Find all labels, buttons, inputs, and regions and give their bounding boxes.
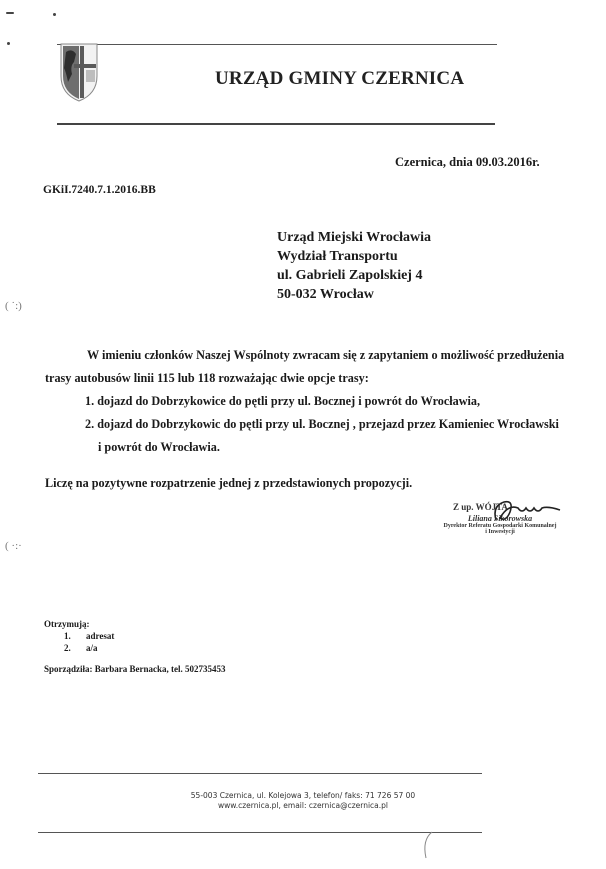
distribution-item-text: adresat [86,631,115,641]
route-option-continuation: i powrót do Wrocławia. [98,440,220,454]
recipient-line: Wydział Transportu [277,249,398,264]
letterhead-top-rule [57,44,497,45]
footer-contact [0,791,606,811]
signatory-name: Liliana Sikorowska [467,514,533,523]
punch-mark: ( ·:· [5,540,22,552]
recipient-line: Urząd Miejski Wrocławia [277,230,431,245]
distribution-item-number: 2. [64,643,71,653]
distribution-item-text: a/a [86,643,98,653]
institution-title: URZĄD GMINY CZERNICA [215,68,465,89]
route-option: 1. dojazd do Dobrzykowice do pętli przy ul. Bocznej i powrót do Wrocławia, [85,394,481,408]
footer-web-email: www.czernica.pl, email: czernica@czernica.pl [218,801,388,810]
distribution-label: Otrzymują: [44,619,90,629]
distribution-item [44,630,114,642]
footer-bottom-rule [38,832,482,833]
scan-speck [53,13,56,16]
prepared-by: Sporządziła: Barbara Bernacka, tel. 502735453 [44,664,226,674]
letter-body [45,344,585,459]
reference-number: GKiI.7240.7.1.2016.BB [43,184,156,196]
scan-speck [7,42,10,45]
closing-sentence: Liczę na pozytywne rozpatrzenie jednej z przedstawionych propozycji. [45,476,413,490]
coat-of-arms-icon [60,42,98,102]
scan-mark [418,830,438,860]
signatory-role: i Inwestycji [485,529,515,535]
distribution-item-number: 1. [64,631,71,641]
distribution-item [44,642,114,654]
signatory-role: Dyrektor Referatu Gospodarki Komunalnej [443,523,557,529]
on-behalf-label: Z up. WÓJTA [453,502,508,512]
footer-address: 55-003 Czernica, ul. Kolejowa 3, telefon/ faks: 71 726 57 00 [190,791,416,800]
punch-mark: ( ˙:) [5,300,22,312]
body-paragraph-line: W imieniu członków Naszej Wspólnoty zwracam się z zapytaniem o możliwość przedłużenia [87,348,565,362]
body-paragraph-line: trasy autobusów linii 115 lub 118 rozważając dwie opcje trasy: [45,371,369,385]
distribution-list [44,618,114,654]
footer-top-rule [38,773,482,774]
place-date: Czernica, dnia 09.03.2016r. [395,155,540,169]
scan-speck [6,12,14,14]
route-option: 2. dojazd do Dobrzykowic do pętli przy ul. Bocznej , przejazd przez Kamieniec Wrocławski [85,417,559,431]
recipient-address [277,228,431,304]
recipient-line: 50-032 Wrocław [277,287,374,302]
recipient-line: ul. Gabrieli Zapolskiej 4 [277,268,423,283]
handwritten-signature [490,496,570,526]
letterhead-bottom-rule [57,123,495,125]
